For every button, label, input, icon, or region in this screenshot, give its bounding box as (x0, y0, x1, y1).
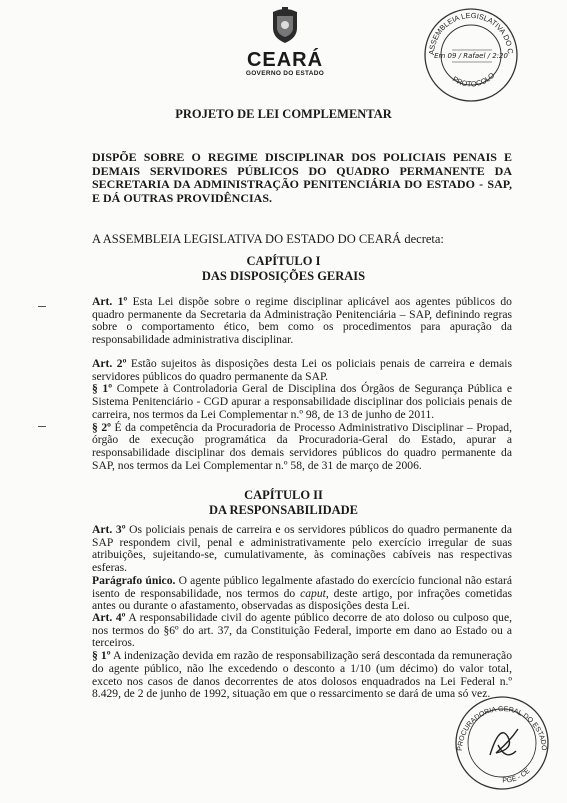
chapter-heading (0, 254, 567, 284)
paragraph-text: É da competência da Procuradoria de Processo Administrativo Disciplinar – Propad, órgão de execução programática da Procuradoria-Geral do Estado, apurar a responsabilidade disciplinar dos demais servidores públicos do quadro permanente da SAP, nos termos da Lei Complementar n.º 58, de 31 de março de 2006. (92, 420, 512, 472)
brand-name: CEARÁ (246, 49, 324, 71)
article-label: Art. 1º (92, 295, 128, 308)
svg-text:PROCURADORIA GERAL DO ESTADO (457, 706, 547, 751)
pge-stamp-bottom: PGE - CE (502, 767, 532, 785)
stamp-text: ASSEMBLEIA LEGISLATIVA DO C (426, 10, 516, 56)
chapter-number: CAPÍTULO II (244, 488, 323, 502)
article-text: Estão sujeitos às disposições desta Lei os policiais penais de carreira e demais servidores públicos do quadro permanente da SAP. (92, 357, 512, 383)
pge-stamp-text: PROCURADORIA GERAL DO ESTADO (456, 705, 548, 752)
svg-text:PROTOCOLO (451, 71, 497, 89)
pge-stamp (452, 693, 552, 793)
chapter-title: DAS DISPOSIÇÕES GERAIS (201, 269, 366, 283)
document-title: PROJETO DE LEI COMPLEMENTAR (175, 107, 392, 121)
paragraph-label: § 1º (92, 649, 111, 663)
article-2 (92, 358, 512, 472)
paragraph-label: Parágrafo único. (92, 573, 176, 587)
margin-mark (38, 426, 46, 427)
coat-of-arms-icon (270, 6, 300, 44)
stamp-bottom-text: PROTOCOLO (450, 70, 497, 89)
chapter-title: DA RESPONSABILIDADE (209, 503, 358, 517)
article-3 (92, 524, 512, 613)
enactment-clause-subject: A ASSEMBLEIA LEGISLATIVA DO ESTADO DO CEARÁ (92, 232, 402, 246)
article-1 (92, 296, 512, 347)
margin-mark (38, 306, 46, 307)
paragraph-text: , deste artigo, por infrações cometidas antes ou durante o afastamento, observadas as disposições desta Lei. (92, 586, 512, 613)
article-text: Os policiais penais de carreira e os servidores públicos do quadro permanente da SAP respondem civil, penal e administrativamente pelo exercício irregular de suas atribuições, sujeitando-se, cumulativamente, às cominações cabíveis nas respectivas esferas. (92, 523, 512, 575)
paragraph-text: A indenização devida em razão de responsabilização será descontada da remuneração do agente público, não lhe excedendo o desconto a 1/10 (um décimo) do valor total, exceto nos casos de danos decorrentes de atos dolosos enquadrados na Lei Federal n.º 8.429, de 2 de junho de 1992, situação em que o ressarcimento se dará de uma só vez. (92, 649, 512, 701)
caput-term: caput (300, 586, 326, 600)
paragraph-text: Compete à Controladoria Geral de Disciplina dos Órgãos de Segurança Pública e Sistema Penitenciário - CGD apurar a responsabilidade disciplinar dos policiais penais de carreira, nos termos da Lei Complementar n.º 98, de 13 de junho de 2011. (92, 382, 512, 421)
enactment-clause (92, 232, 444, 247)
paragraph-label: § 2º (92, 420, 111, 434)
svg-text:ASSEMBLEIA LEGISLATIVA DO CEAR (422, 6, 515, 55)
stamp-handwriting: Em 09 / Rafael / 2:20 (434, 52, 508, 60)
signature-mark (490, 729, 518, 755)
article-4 (92, 612, 512, 701)
article-text: A responsabilidade civil do agente público decorre de ato doloso ou culposo que, nos termos do §6º do art. 37, da Constituição Federal, importe em dano ao Estado ou a terceiros. (92, 611, 512, 650)
paragraph-text: O agente público legalmente afastado do exercício funcional não estará isento de responsabilidade, nos termos do (92, 573, 512, 600)
brand-subtitle: GOVERNO DO ESTADO (245, 70, 325, 77)
article-text: Esta Lei dispõe sobre o regime disciplinar aplicável aos agentes públicos do quadro permanente da Secretaria da Administração Penitenciária – SAP, definindo regras sobre o comportamento ético, bem como os procedimentos para apuração da responsabilidade administrativa disciplinar. (92, 295, 512, 347)
chapter-heading (0, 488, 567, 518)
article-label: Art. 4º (92, 611, 126, 624)
enactment-clause-verb: decreta: (401, 232, 444, 246)
chapter-number: CAPÍTULO I (246, 254, 321, 268)
paragraph-label: § 1º (92, 382, 113, 396)
document-ementa: DISPÕE SOBRE O REGIME DISCIPLINAR DOS POLICIAIS PENAIS E DEMAIS SERVIDORES PÚBLICOS DO QUADRO PERMANENTE DA SECRETARIA DA ADMINISTRAÇÃO PENITENCIÁRIA DO ESTADO - SAP, E DÁ OUTRAS PROVIDÊNCIAS. (92, 150, 512, 205)
article-label: Art. 2º (92, 357, 127, 370)
protocol-stamp (422, 6, 520, 104)
state-brand (240, 6, 330, 77)
article-label: Art. 3º (92, 523, 126, 536)
